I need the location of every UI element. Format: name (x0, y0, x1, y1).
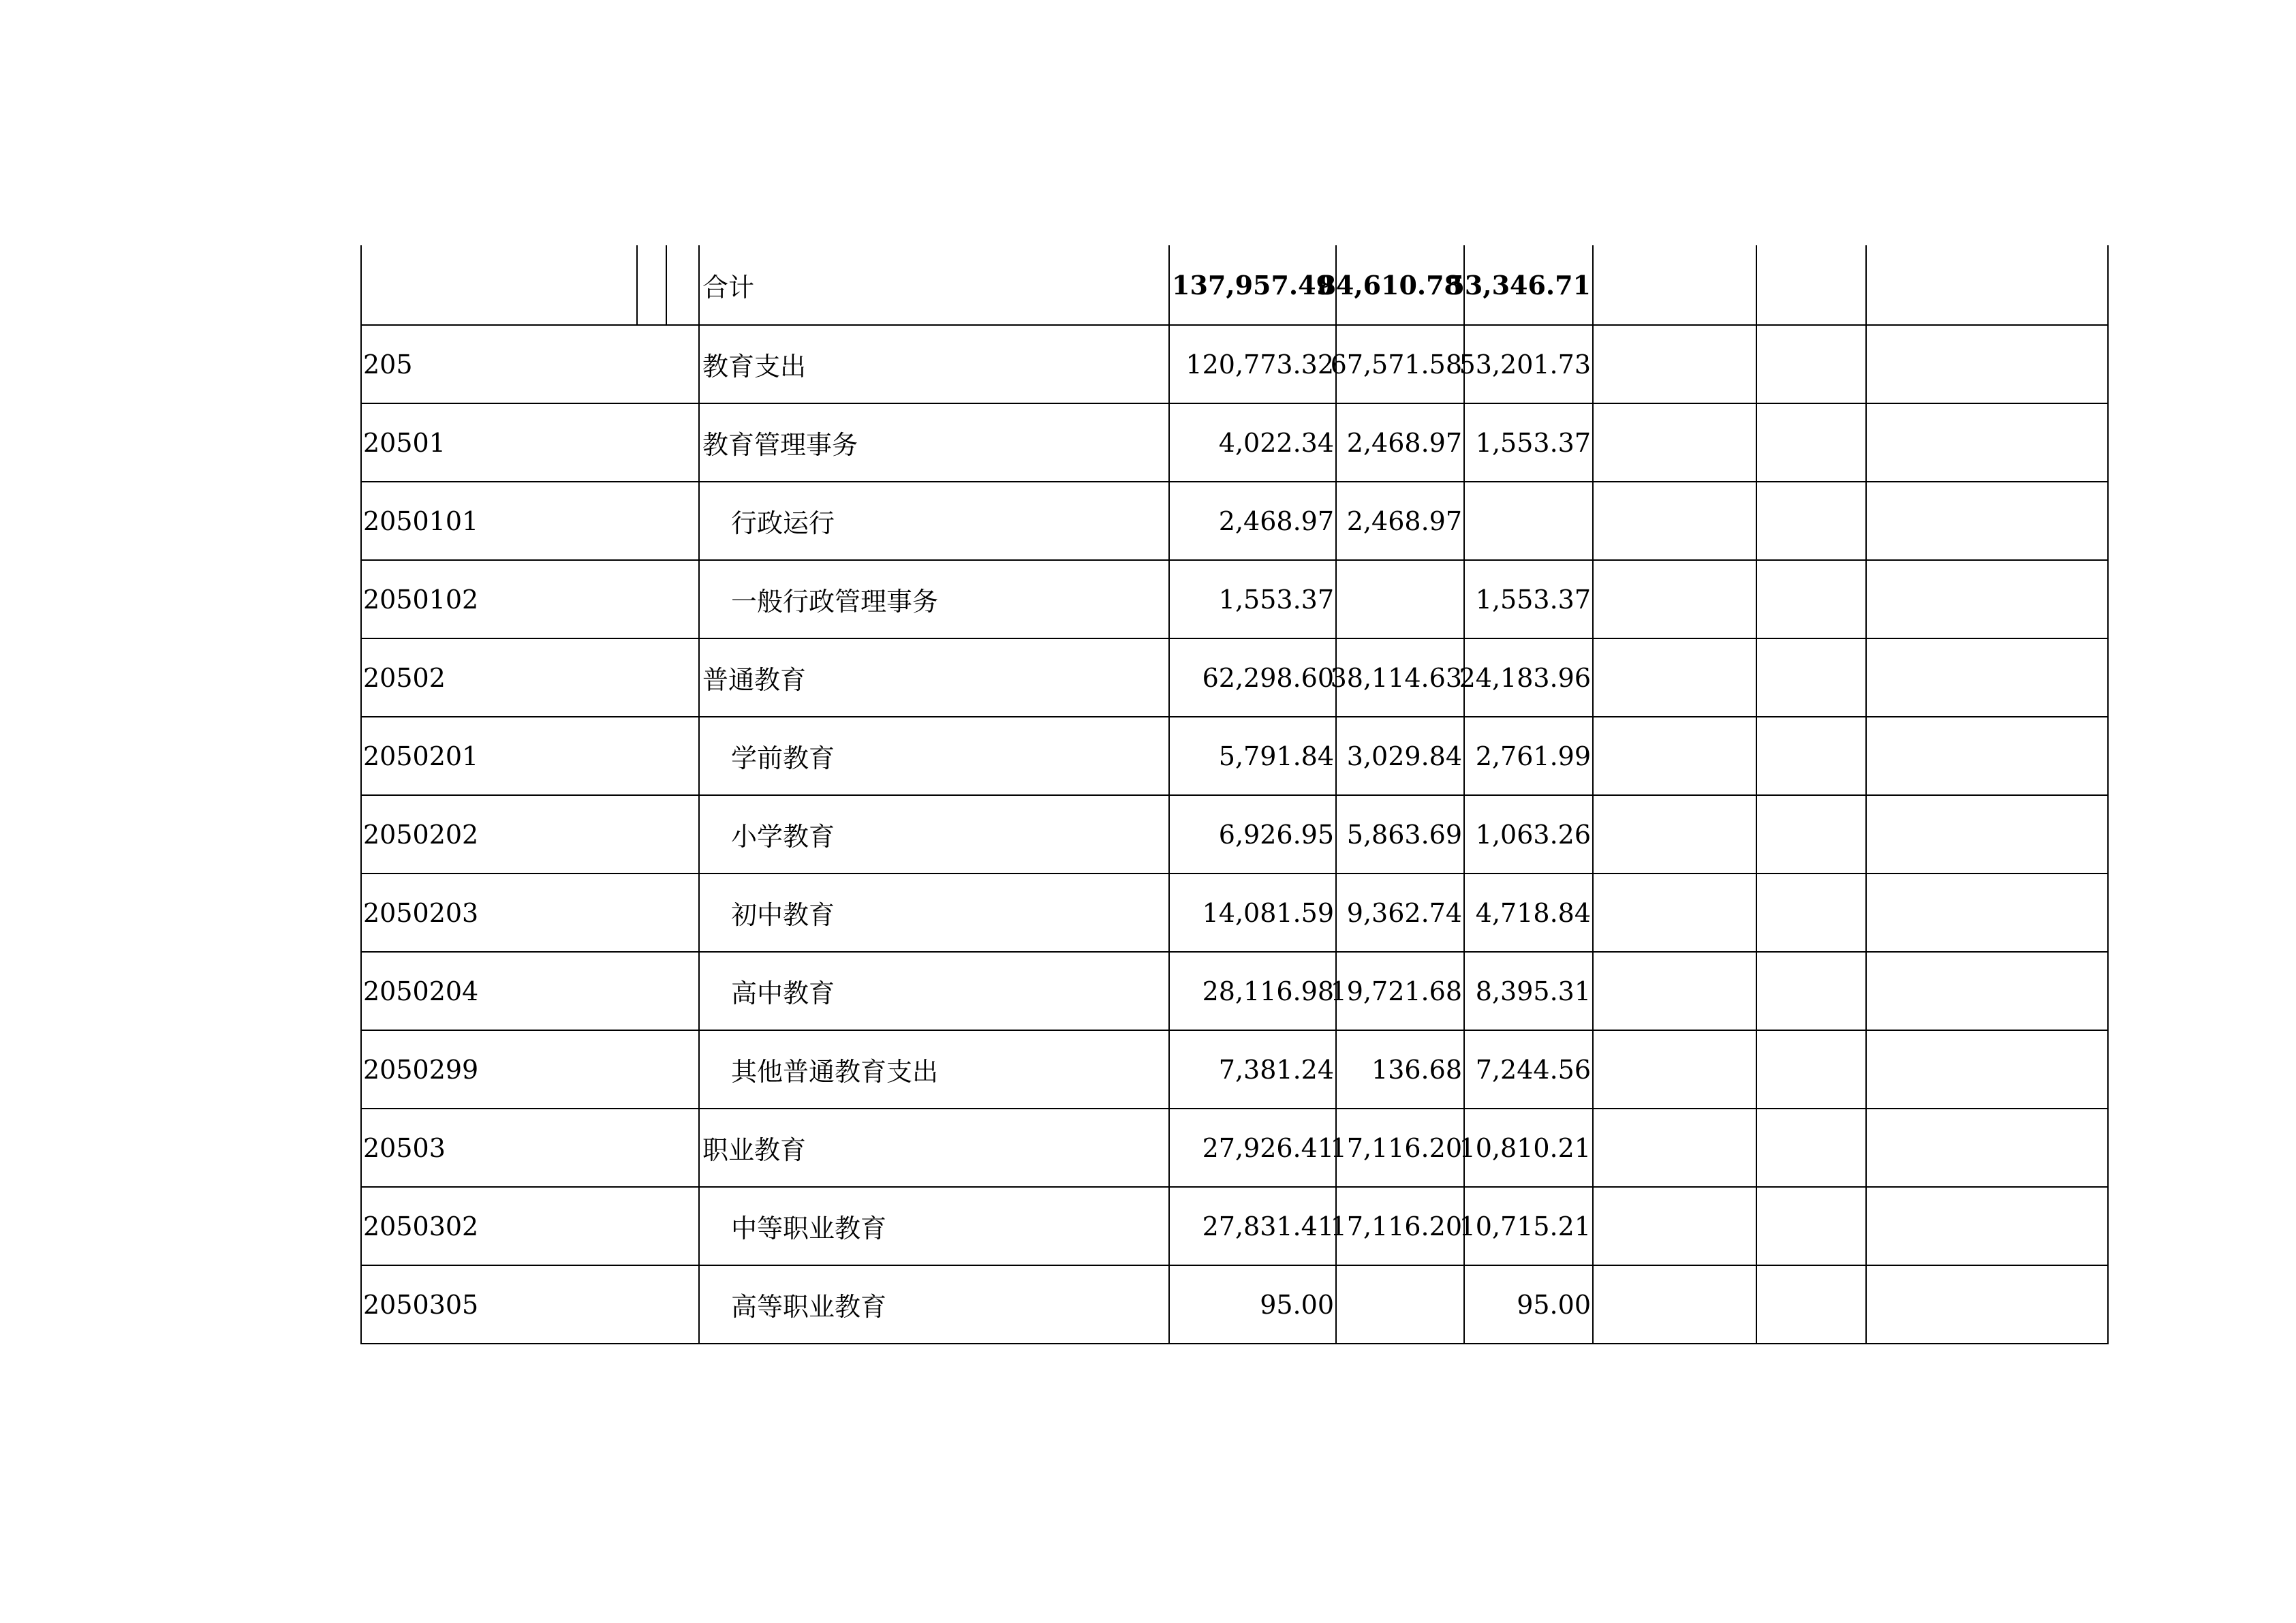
table-row (360, 561, 2109, 639)
table-row (360, 717, 2109, 796)
row-project: 7,244.56 (1475, 1054, 1591, 1085)
row-name: 教育支出 (702, 352, 807, 382)
table-row (360, 953, 2109, 1031)
row-total: 120,773.32 (1185, 349, 1334, 380)
total-amount: 137,957.49 (1172, 269, 1334, 300)
row-code: 2050204 (363, 976, 479, 1006)
row-name: 高等职业教育 (731, 1292, 887, 1322)
row-total: 5,791.84 (1218, 741, 1334, 771)
row-project: 2,761.99 (1475, 741, 1591, 771)
row-total: 95.00 (1260, 1289, 1334, 1320)
row-basic (1337, 561, 1462, 638)
row-code: 2050101 (363, 506, 479, 536)
table-row (360, 1031, 2109, 1109)
row-basic: 136.68 (1371, 1054, 1462, 1085)
row-total: 27,831.41 (1202, 1211, 1334, 1241)
row-basic (1337, 1266, 1462, 1343)
table-row (360, 639, 2109, 717)
total-row (360, 245, 2109, 326)
row-name: 教育管理事务 (702, 430, 858, 460)
table-row (360, 796, 2109, 874)
row-name: 小学教育 (731, 822, 835, 852)
row-code: 2050201 (363, 741, 479, 771)
row-name: 中等职业教育 (731, 1214, 887, 1243)
row-basic: 17,116.20 (1330, 1211, 1462, 1241)
row-project: 1,553.37 (1475, 427, 1591, 458)
row-project: 8,395.31 (1475, 976, 1591, 1006)
row-basic: 2,468.97 (1346, 427, 1462, 458)
row-name: 其他普通教育支出 (731, 1057, 939, 1087)
row-code: 2050299 (363, 1054, 479, 1085)
row-project: 10,715.21 (1459, 1211, 1591, 1241)
row-code: 20503 (363, 1132, 446, 1163)
row-code: 2050302 (363, 1211, 479, 1241)
row-code: 2050305 (363, 1289, 479, 1320)
row-total: 2,468.97 (1218, 506, 1334, 536)
table-row (360, 404, 2109, 482)
row-basic: 2,468.97 (1346, 506, 1462, 536)
table-row (360, 482, 2109, 561)
row-total: 14,081.59 (1202, 897, 1334, 928)
row-code: 2050102 (363, 584, 479, 615)
total-label: 合计 (702, 272, 755, 303)
row-name: 普通教育 (702, 665, 807, 695)
row-project: 1,553.37 (1475, 584, 1591, 615)
row-code: 20502 (363, 662, 446, 693)
row-code: 2050203 (363, 897, 479, 928)
row-project: 24,183.96 (1459, 662, 1591, 693)
row-project: 1,063.26 (1475, 819, 1591, 850)
row-basic: 3,029.84 (1346, 741, 1462, 771)
row-name: 高中教育 (731, 978, 835, 1008)
row-basic: 67,571.58 (1330, 349, 1462, 380)
row-code: 205 (363, 349, 413, 380)
row-code: 2050202 (363, 819, 479, 850)
row-name: 学前教育 (731, 743, 835, 773)
row-total: 4,022.34 (1218, 427, 1334, 458)
row-total: 1,553.37 (1218, 584, 1334, 615)
row-basic: 5,863.69 (1346, 819, 1462, 850)
total-project: 53,346.71 (1446, 269, 1591, 300)
row-basic: 17,116.20 (1330, 1132, 1462, 1163)
row-project: 10,810.21 (1459, 1132, 1591, 1163)
row-total: 7,381.24 (1218, 1054, 1334, 1085)
table-row (360, 1188, 2109, 1266)
row-total: 62,298.60 (1202, 662, 1334, 693)
row-project: 53,201.73 (1459, 349, 1591, 380)
total-basic: 84,610.78 (1318, 269, 1462, 300)
budget-table (360, 245, 2109, 1344)
row-name: 职业教育 (702, 1135, 807, 1165)
row-name: 行政运行 (731, 508, 835, 538)
table-row (360, 1109, 2109, 1188)
row-basic: 38,114.63 (1330, 662, 1462, 693)
row-project (1465, 482, 1591, 559)
row-total: 6,926.95 (1218, 819, 1334, 850)
row-basic: 9,362.74 (1346, 897, 1462, 928)
table-row (360, 874, 2109, 953)
row-total: 28,116.98 (1202, 976, 1334, 1006)
row-code: 20501 (363, 427, 446, 458)
row-project: 4,718.84 (1475, 897, 1591, 928)
table-row (360, 1266, 2109, 1344)
row-name: 一般行政管理事务 (731, 587, 939, 617)
row-name: 初中教育 (731, 900, 835, 930)
table-row (360, 326, 2109, 404)
row-basic: 19,721.68 (1330, 976, 1462, 1006)
row-project: 95.00 (1517, 1289, 1591, 1320)
row-total: 27,926.41 (1202, 1132, 1334, 1163)
